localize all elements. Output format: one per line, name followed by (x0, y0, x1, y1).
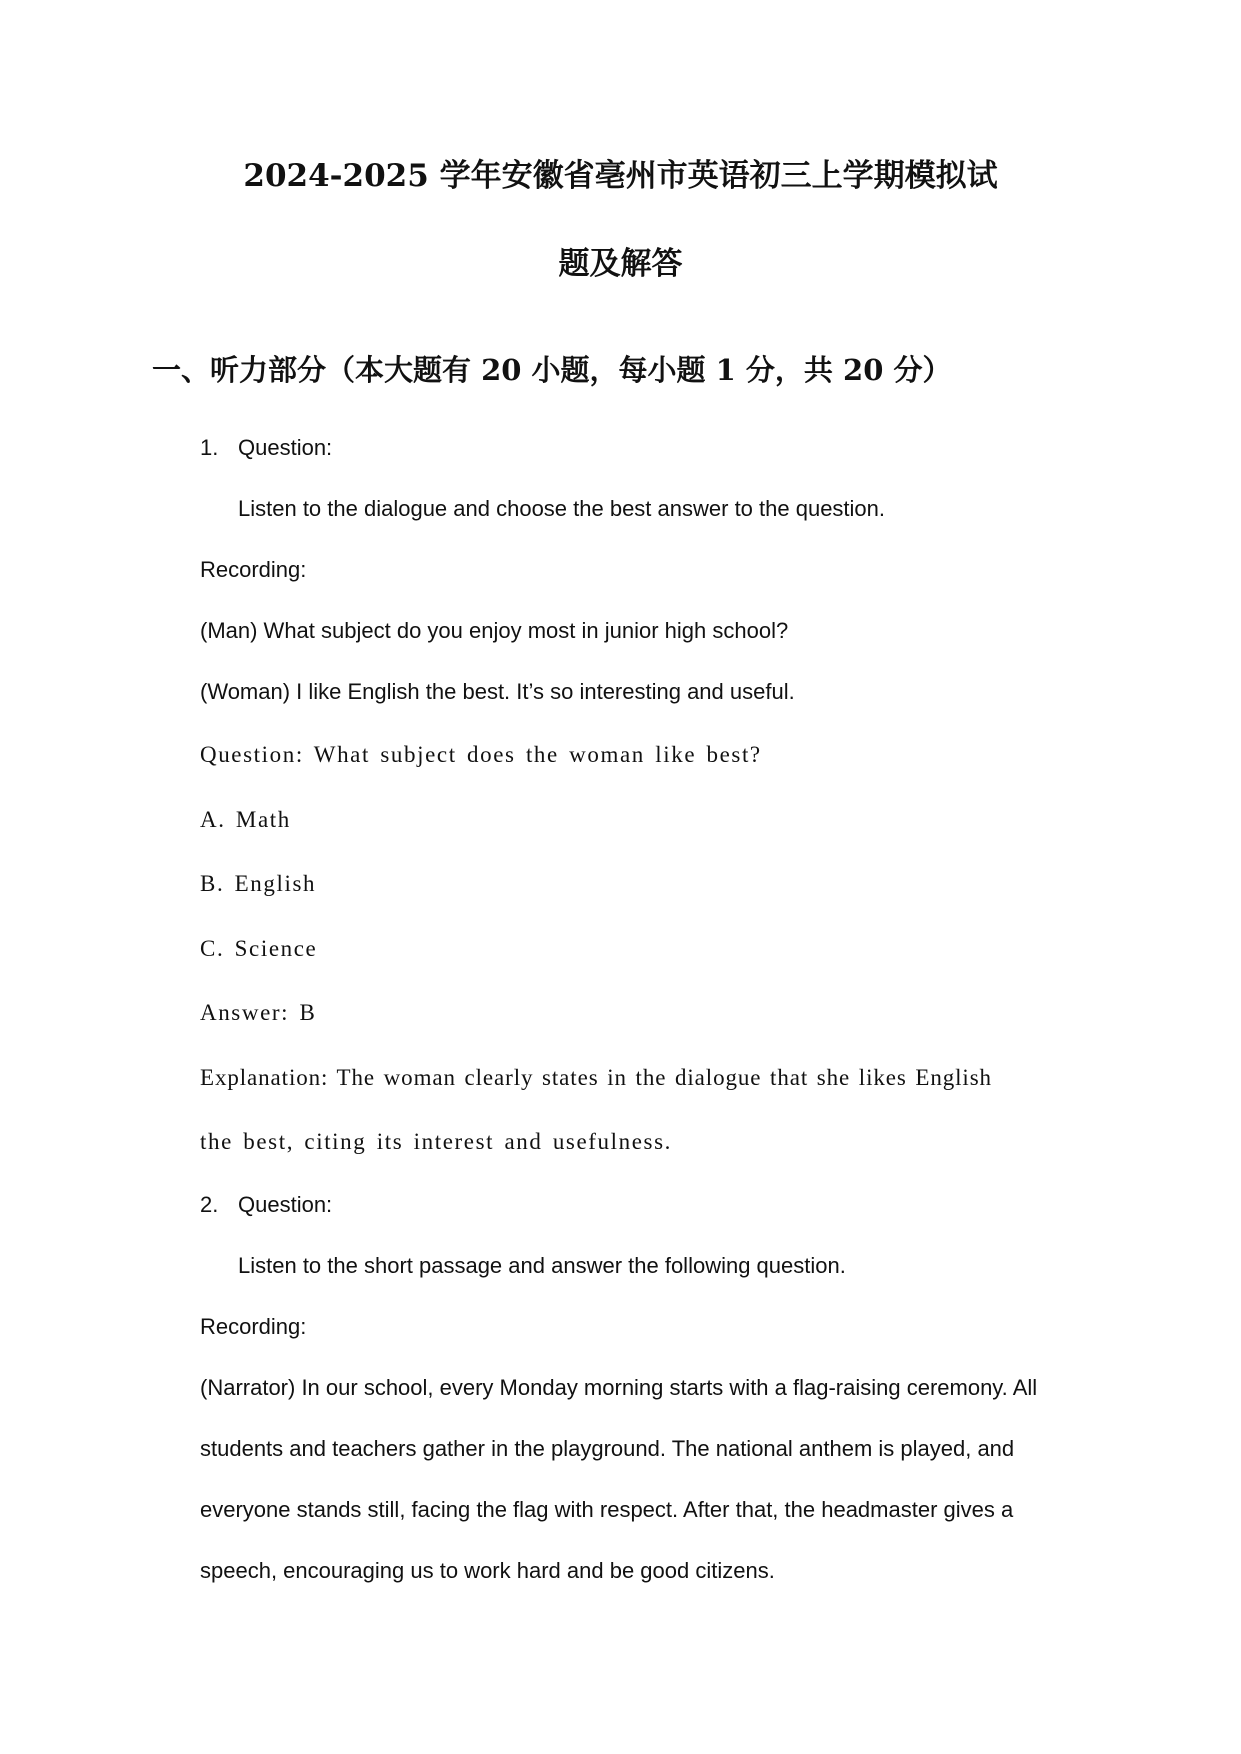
question-1-explanation-line-1: Explanation: The woman clearly states in the dialogue that she likes English (200, 1065, 992, 1090)
question-1-header (200, 433, 332, 463)
question-2-header (200, 1190, 332, 1220)
question-2-recording-line-4: speech, encouraging us to work hard and be good citizens. (200, 1558, 775, 1583)
question-1-explanation-line-2: the best, citing its interest and usefulness. (200, 1129, 672, 1154)
question-2-recording-label: Recording: (200, 1314, 307, 1339)
section-heading-listening: 一、听力部分（本大题有 20 小题，每小题 1 分，共 20 分） (152, 353, 952, 387)
question-1-recording-man: (Man) What subject do you enjoy most in junior high school? (200, 618, 789, 643)
question-2-recording-line-2: students and teachers gather in the playground. The national anthem is played, and (200, 1436, 1015, 1461)
question-1-option-b: B. English (200, 871, 317, 896)
question-1-instruction: Listen to the dialogue and choose the best answer to the question. (238, 496, 886, 521)
document-title-line-2: 题及解答 (558, 246, 683, 282)
question-2-number: 2. (200, 1192, 219, 1217)
question-1-number: 1. (200, 435, 219, 460)
question-1-recording-label: Recording: (200, 557, 307, 582)
question-2-instruction: Listen to the short passage and answer the following question. (238, 1253, 846, 1278)
question-2-recording-line-3: everyone stands still, facing the flag with respect. After that, the headmaster gives a (200, 1497, 1014, 1522)
question-1-option-c: C. Science (200, 936, 318, 961)
question-2-recording-line-1: (Narrator) In our school, every Monday morning starts with a flag-raising ceremony. All (200, 1375, 1038, 1400)
question-1-option-a: A. Math (200, 807, 291, 832)
question-2-label: Question: (238, 1192, 333, 1217)
question-1-question-text: Question: What subject does the woman like best? (200, 742, 762, 767)
question-1-answer: Answer: B (200, 1000, 317, 1025)
question-1-label: Question: (238, 435, 333, 460)
document-title-line-1: 2024-2025 学年安徽省亳州市英语初三上学期模拟试 (243, 158, 998, 194)
question-1-recording-woman: (Woman) I like English the best. It’s so interesting and useful. (200, 679, 795, 704)
